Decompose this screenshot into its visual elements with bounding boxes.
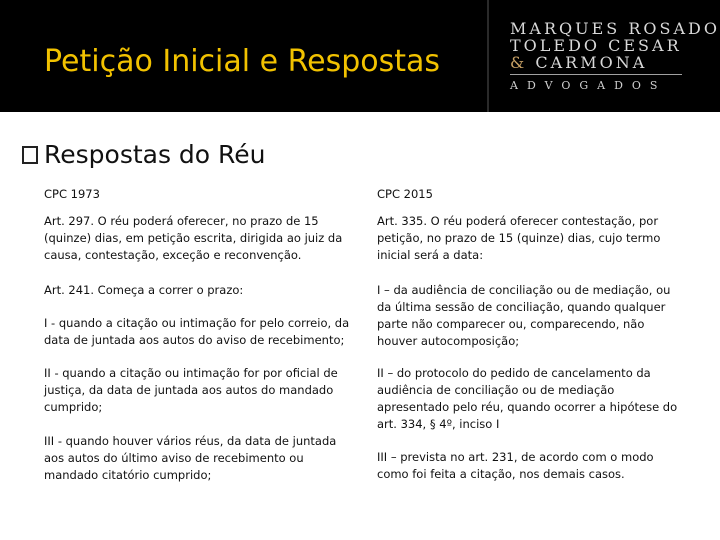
cpc2015-art335: Art. 335. O réu poderá oferecer contestação, por petição, no prazo de 15 (quinze) dias, cujo termo inicial será a data: [377, 214, 661, 262]
logo-line-3 [510, 54, 685, 71]
logo-subtitle: ADVOGADOS [510, 79, 667, 92]
cpc1973-inciso-ii: II - quando a citação ou intimação for por oficial de justiça, da data de juntada aos autos do mandado cumprido; [44, 366, 338, 414]
section-heading-text: Respostas do Réu [44, 140, 266, 169]
cpc1973-art297: Art. 297. O réu poderá oferecer, no prazo de 15 (quinze) dias, em petição escrita, dirigida ao juiz da causa, contestação, exceção e reconvenção. [44, 214, 343, 262]
cpc2015-inciso-iii: III – prevista no art. 231, de acordo com o modo como foi feita a citação, nos demais casos. [377, 450, 654, 481]
cpc2015-inciso-ii: II – do protocolo do pedido de cancelamento da audiência de conciliação ou de mediação apresentado pelo réu, quando ocorrer a hipótese do art. 334, § 4º, inciso I [377, 366, 678, 431]
cpc1973-art241: Art. 241. Começa a correr o prazo: [44, 283, 244, 297]
logo-rule [510, 74, 682, 75]
header-cpc-1973: CPC 1973 [44, 187, 100, 201]
cpc1973-inciso-iii: III - quando houver vários réus, da data de juntada aos autos do último aviso de recebimento ou mandado citatório cumprido; [44, 434, 337, 482]
logo-line-1: MARQUES ROSADO [510, 19, 720, 38]
cpc2015-inciso-i: I – da audiência de conciliação ou de mediação, ou da última sessão de conciliação, quando qualquer parte não comparecer ou, comparecendo, não houver autocomposição; [377, 283, 671, 348]
header-cpc-2015: CPC 2015 [377, 187, 433, 201]
logo-line-3-text: CARMONA [535, 53, 648, 72]
logo-line-2: TOLEDO CESAR [510, 36, 682, 55]
logo-ampersand: & [510, 53, 528, 72]
slide-content [0, 112, 720, 540]
section-heading [22, 140, 266, 169]
cpc1973-inciso-i: I - quando a citação ou intimação for pelo correio, da data de juntada aos autos do aviso de recebimento; [44, 316, 350, 347]
firm-logo [510, 19, 720, 92]
bullet-box-icon [22, 146, 38, 164]
page-title: Petição Inicial e Respostas [44, 44, 441, 79]
header-divider [487, 0, 489, 112]
